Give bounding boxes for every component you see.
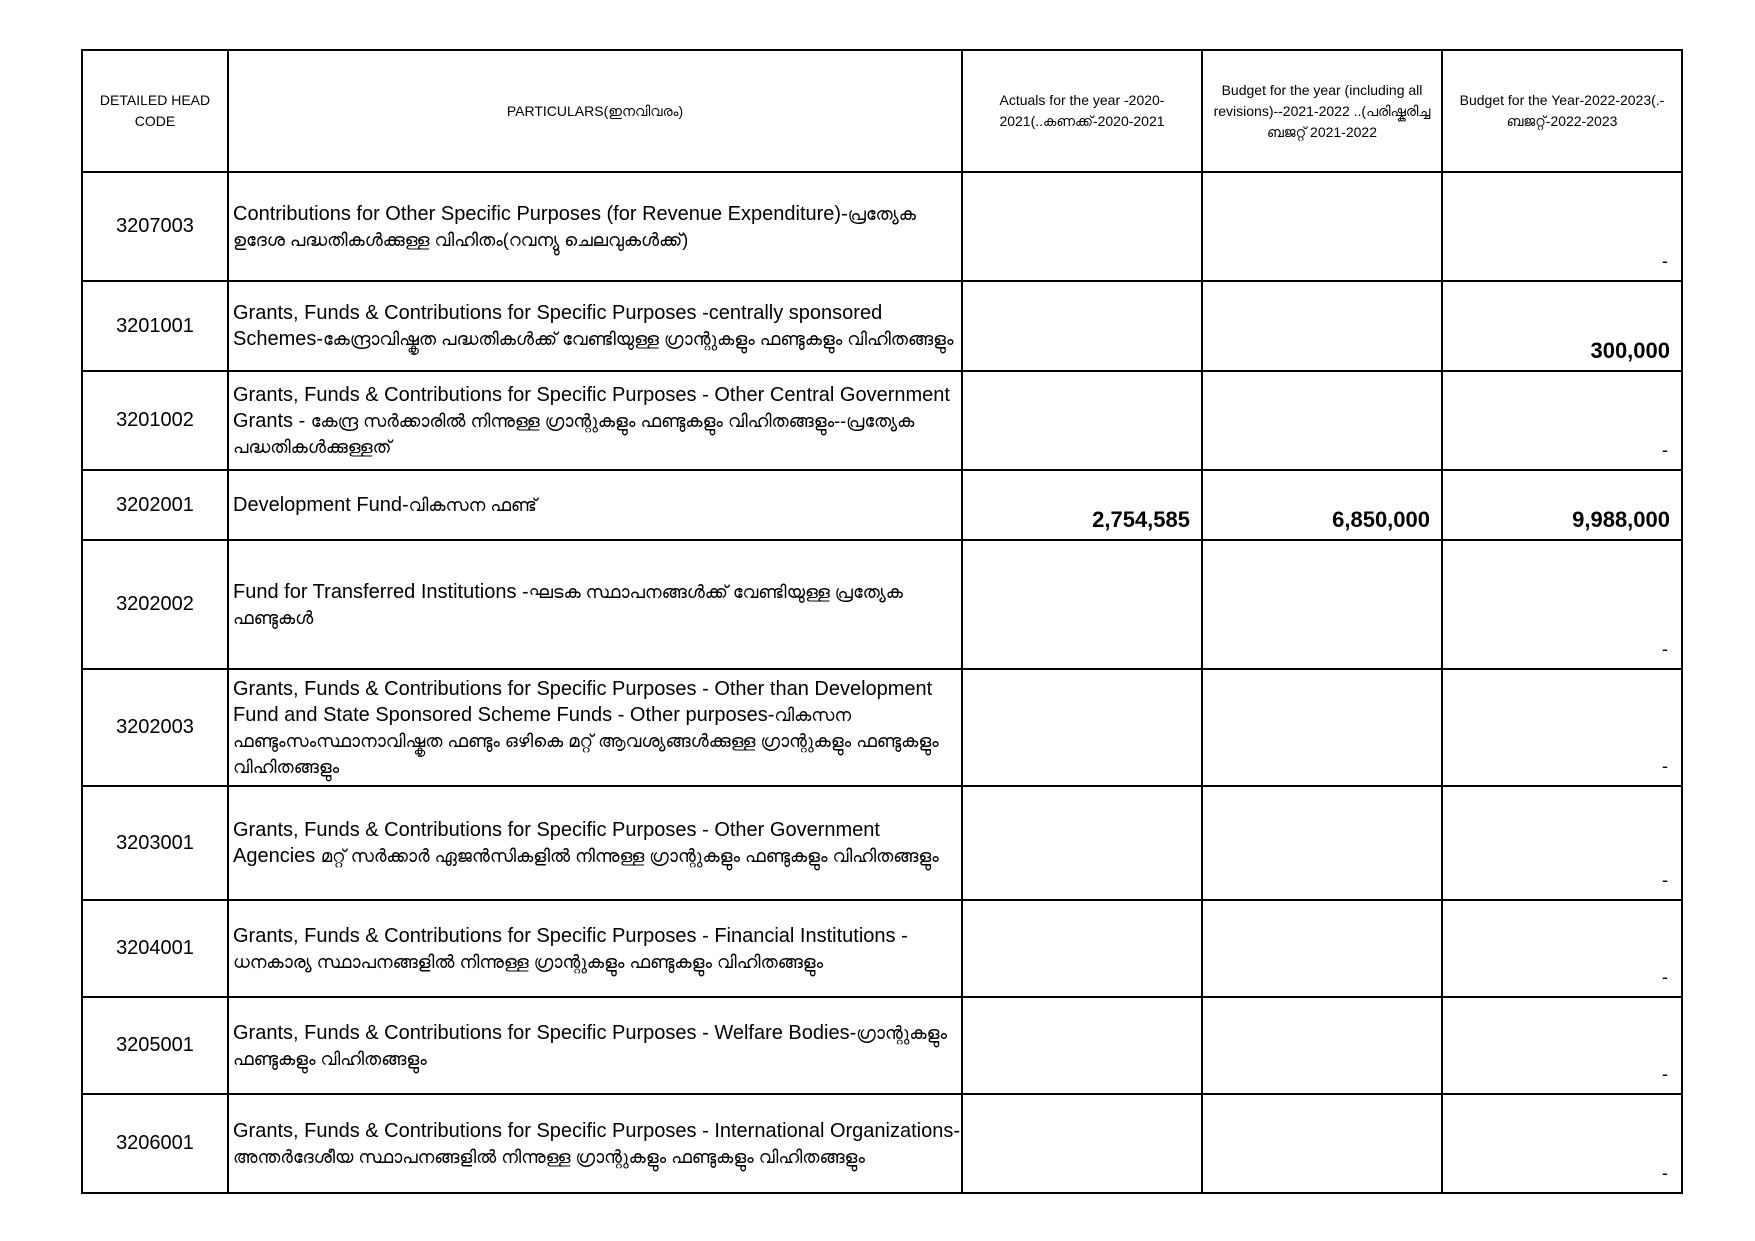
revised-budget-value [1202, 900, 1442, 997]
head-code: 3201002 [82, 371, 228, 470]
revised-budget-value [1202, 1094, 1442, 1193]
actuals-value [962, 281, 1202, 371]
revised-budget-value [1202, 997, 1442, 1094]
particulars-english: Grants, Funds & Contributions for Specific Purposes -centrally sponsored Schemes- [233, 302, 883, 350]
table-row [82, 669, 1682, 786]
revised-budget-value [1202, 669, 1442, 786]
particulars-cell [228, 540, 962, 669]
particulars-english: Grants, Funds & Contributions for Specific Purposes - Other Central Government Grants - [233, 383, 950, 432]
head-code: 3201001 [82, 281, 228, 371]
table-row [82, 281, 1682, 371]
particulars-cell [228, 371, 962, 470]
particulars-malayalam: കേന്ദ്രാവിഷ്കൃത പദ്ധതികൾക്ക് വേണ്ടിയുള്ള ഗ്രാന്റുകളും ഫണ്ടുകളും വിഹിതങ്ങളും [323, 329, 954, 349]
head-code: 3206001 [82, 1094, 228, 1193]
particulars-english: Grants, Funds & Contributions for Specific Purposes - Other than Development Fund and State Sponsored Scheme Funds - Other purposes- [233, 677, 933, 726]
particulars-cell [228, 281, 962, 371]
particulars-cell [228, 997, 962, 1094]
table-row [82, 997, 1682, 1094]
header-budget-next: Budget for the Year-2022-2023(.-ബജറ്റ്-2022-2023 [1442, 50, 1682, 172]
header-actuals: Actuals for the year -2020-2021(..കണക്ക്-2020-2021 [962, 50, 1202, 172]
actuals-value [962, 1094, 1202, 1193]
revised-budget-value: 6,850,000 [1202, 470, 1442, 540]
particulars-malayalam: വികസന ഫണ്ടുംസംസ്ഥാനാവിഷ്കൃത ഫണ്ടും ഒഴികെ മറ്റ് ആവശ്യങ്ങൾക്കുള്ള ഗ്രാന്റുകളും ഫണ്ടുകളും വിഹിതങ്ങളും [233, 704, 939, 777]
header-budget-revised: Budget for the year (including all revisions)--2021-2022 ..(പരിഷ്കരിച്ച ബജറ്റ് 2021-2022 [1202, 50, 1442, 172]
budget-value: 300,000 [1442, 281, 1682, 371]
actuals-value [962, 172, 1202, 281]
particulars-malayalam: വികസന ഫണ്ട് [408, 495, 537, 515]
head-code: 3204001 [82, 900, 228, 997]
budget-value: - [1442, 669, 1682, 786]
particulars-english: Fund for Transferred Institutions - [233, 580, 529, 603]
particulars-english: Grants, Funds & Contributions for Specific Purposes - Welfare Bodies- [233, 1021, 857, 1044]
table-row [82, 470, 1682, 540]
actuals-value [962, 900, 1202, 997]
particulars-cell [228, 669, 962, 786]
particulars-english: Contributions for Other Specific Purposes (for Revenue Expenditure)- [233, 202, 848, 225]
budget-value: - [1442, 997, 1682, 1094]
revised-budget-value [1202, 540, 1442, 669]
particulars-malayalam: കേന്ദ്ര സർക്കാരിൽ നിന്നുള്ള ഗ്രാന്റുകളും ഫണ്ടുകളും വിഹിതങ്ങളും--പ്രത്യേക പദ്ധതികൾക്കുള്ളത് [233, 410, 915, 457]
particulars-english: Grants, Funds & Contributions for Specific Purposes - Other Government Agencies [233, 819, 880, 867]
actuals-value [962, 997, 1202, 1094]
budget-value: - [1442, 786, 1682, 900]
particulars-cell [228, 470, 962, 540]
budget-value: - [1442, 371, 1682, 470]
particulars-english: Development Fund- [233, 494, 409, 516]
header-code: DETAILED HEAD CODE [82, 50, 228, 172]
particulars-malayalam: മറ്റ് സർക്കാർ ഏജൻസികളിൽ നിന്നുള്ള ഗ്രാന്റുകളും ഫണ്ടുകളും വിഹിതങ്ങളും [320, 846, 939, 866]
table-row [82, 1094, 1682, 1193]
actuals-value: 2,754,585 [962, 470, 1202, 540]
budget-value: - [1442, 1094, 1682, 1193]
budget-value: - [1442, 540, 1682, 669]
actuals-value [962, 786, 1202, 900]
head-code: 3205001 [82, 997, 228, 1094]
budget-value: 9,988,000 [1442, 470, 1682, 540]
budget-value: - [1442, 900, 1682, 997]
revised-budget-value [1202, 281, 1442, 371]
particulars-malayalam: പ്രത്യേക ഉദേശ പദ്ധതികൾക്കുള്ള വിഹിതം(റവന്യു ചെലവുകൾക്ക്) [233, 203, 916, 250]
table-row [82, 900, 1682, 997]
revised-budget-value [1202, 172, 1442, 281]
table-row [82, 786, 1682, 900]
head-code: 3203001 [82, 786, 228, 900]
particulars-malayalam: ഗ്രാന്റുകളും ഫണ്ടുകളും വിഹിതങ്ങളും [233, 1022, 947, 1069]
head-code: 3202003 [82, 669, 228, 786]
budget-table [81, 49, 1683, 1194]
budget-value: - [1442, 172, 1682, 281]
revised-budget-value [1202, 786, 1442, 900]
particulars-english: Grants, Funds & Contributions for Specific Purposes - Financial Institutions - [233, 924, 908, 947]
actuals-value [962, 540, 1202, 669]
particulars-cell [228, 900, 962, 997]
revised-budget-value [1202, 371, 1442, 470]
particulars-cell [228, 172, 962, 281]
head-code: 3207003 [82, 172, 228, 281]
particulars-cell [228, 1094, 962, 1193]
table-row [82, 371, 1682, 470]
table-row [82, 540, 1682, 669]
particulars-malayalam: അന്തർദേശീയ സ്ഥാപനങ്ങളിൽ നിന്നുള്ള ഗ്രാന്റുകളും ഫണ്ടുകളും വിഹിതങ്ങളും [233, 1146, 865, 1167]
particulars-cell [228, 786, 962, 900]
head-code: 3202002 [82, 540, 228, 669]
actuals-value [962, 371, 1202, 470]
head-code: 3202001 [82, 470, 228, 540]
particulars-english: Grants, Funds & Contributions for Specific Purposes - International Organizations- [233, 1119, 961, 1142]
particulars-malayalam: ധനകാര്യ സ്ഥാപനങ്ങളിൽ നിന്നുള്ള ഗ്രാന്റുകളും ഫണ്ടുകളും വിഹിതങ്ങളും [233, 951, 824, 972]
table-row [82, 172, 1682, 281]
header-row [82, 50, 1682, 172]
header-particulars: PARTICULARS(ഇനവിവരം) [228, 50, 962, 172]
particulars-malayalam: ഘടക സ്ഥാപനങ്ങൾക്ക് വേണ്ടിയുള്ള പ്രത്യേക ഫണ്ടുകൾ [233, 581, 903, 628]
actuals-value [962, 669, 1202, 786]
